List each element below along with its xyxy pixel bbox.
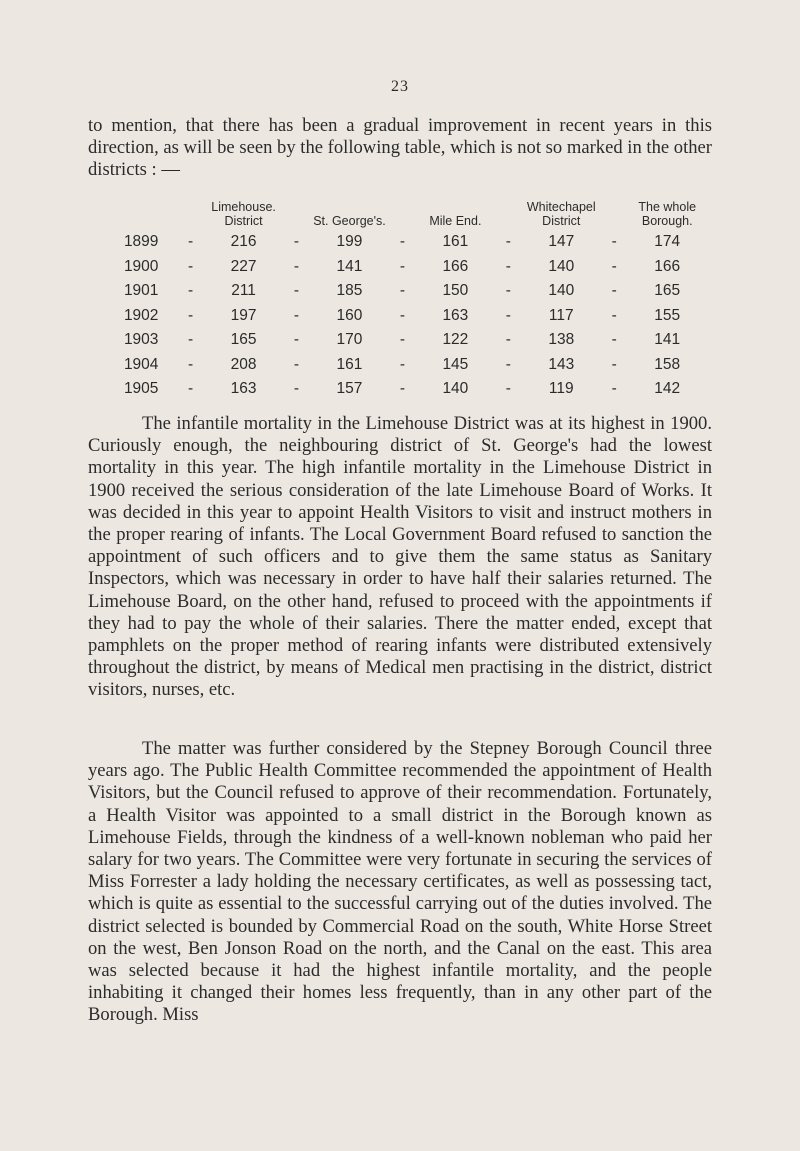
table-body: [100, 230, 712, 402]
separator-dash: -: [505, 282, 511, 300]
year-cell: 1904: [123, 355, 159, 373]
separator-dash: -: [505, 257, 511, 275]
separator-dash: -: [399, 331, 405, 349]
year-cell: 1900: [123, 257, 159, 275]
value-cell-whole: 174: [654, 233, 681, 251]
value-cell-whitechapel: 119: [548, 380, 574, 398]
separator-dash: -: [505, 331, 511, 349]
value-cell-st-georges: 161: [336, 355, 363, 373]
value-cell-whitechapel: 117: [548, 306, 574, 324]
separator-dash: -: [293, 331, 300, 349]
value-cell-whitechapel: 147: [548, 233, 575, 251]
page-number: 23: [391, 78, 409, 95]
separator-dash: -: [399, 257, 405, 275]
separator-dash: -: [505, 233, 511, 251]
value-cell-st-georges: 185: [336, 282, 363, 300]
value-cell-whole: 142: [654, 380, 681, 398]
value-cell-whitechapel: 140: [548, 257, 575, 275]
value-cell-mile-end: 166: [442, 257, 469, 275]
value-cell-mile-end: 150: [442, 282, 469, 300]
separator-dash: -: [399, 380, 405, 398]
separator-dash: -: [505, 380, 511, 398]
table-row: [100, 377, 712, 402]
separator-dash: -: [611, 306, 617, 324]
table-header-row: [100, 200, 712, 230]
value-cell-mile-end: 122: [442, 331, 469, 349]
separator-dash: -: [611, 355, 617, 373]
table-row: [100, 328, 712, 353]
value-cell-whole: 155: [654, 306, 681, 324]
separator-dash: -: [611, 282, 617, 300]
separator-dash: -: [188, 306, 194, 324]
separator-dash: -: [188, 355, 194, 373]
value-cell-whole: 165: [654, 282, 681, 300]
value-cell-whitechapel: 138: [548, 331, 575, 349]
value-cell-limehouse: 165: [230, 331, 257, 349]
separator-dash: -: [611, 233, 617, 251]
value-cell-whole: 158: [654, 355, 681, 373]
value-cell-limehouse: 216: [230, 233, 257, 251]
table-row: [100, 304, 712, 329]
separator-dash: -: [293, 282, 300, 300]
value-cell-whole: 166: [654, 257, 681, 275]
separator-dash: -: [188, 331, 194, 349]
year-cell: 1903: [123, 331, 159, 349]
value-cell-mile-end: 140: [442, 380, 469, 398]
intro-paragraph: to mention, that there has been a gradual improvement in recent years in this direction, as will be seen by the following table, which is not so marked in the other districts : —: [88, 115, 712, 181]
table-row: [100, 353, 712, 378]
separator-dash: -: [293, 233, 300, 251]
table-row: [100, 230, 712, 255]
separator-dash: -: [188, 282, 194, 300]
value-cell-limehouse: 211: [231, 282, 256, 300]
header-mile-end: Mile End.: [429, 214, 482, 228]
header-whitechapel: Whitechapel District: [526, 200, 596, 228]
separator-dash: -: [293, 257, 300, 275]
value-cell-limehouse: 208: [230, 355, 257, 373]
year-cell: 1899: [123, 233, 159, 251]
separator-dash: -: [188, 257, 194, 275]
value-cell-whitechapel: 143: [548, 355, 575, 373]
value-cell-limehouse: 163: [230, 380, 257, 398]
header-year: [100, 200, 182, 230]
separator-dash: -: [293, 355, 300, 373]
separator-dash: -: [399, 355, 405, 373]
value-cell-st-georges: 170: [336, 331, 363, 349]
separator-dash: -: [399, 282, 405, 300]
header-limehouse: Limehouse. District: [211, 200, 276, 228]
separator-dash: -: [188, 233, 194, 251]
separator-dash: -: [293, 380, 300, 398]
header-st-georges: St. George's.: [313, 214, 386, 228]
value-cell-mile-end: 161: [442, 233, 469, 251]
year-cell: 1905: [123, 380, 159, 398]
separator-dash: -: [611, 257, 617, 275]
value-cell-st-georges: 160: [336, 306, 363, 324]
separator-dash: -: [505, 355, 511, 373]
year-cell: 1901: [123, 282, 159, 300]
value-cell-st-georges: 157: [336, 380, 363, 398]
separator-dash: -: [399, 233, 405, 251]
mortality-table: [100, 200, 712, 402]
separator-dash: -: [293, 306, 300, 324]
year-cell: 1902: [123, 306, 159, 324]
value-cell-whitechapel: 140: [548, 282, 575, 300]
table-row: [100, 279, 712, 304]
value-cell-whole: 141: [654, 331, 681, 349]
paragraph-infantile-mortality: The infantile mortality in the Limehouse District was at its highest in 1900. Curiously enough, the neighbouring district of St. George's had the lowest mortality in this year. The high infantile mortality in the Limehouse District in 1900 received the serious consideration of the late Limehouse Board of Works. It was decided in this year to appoint Health Visitors to visit and instruct mothers in the proper rearing of infants. The Local Government Board refused to sanction the appointment of such officers and to give them the same status as Sanitary Inspectors, which was necessary in order to have half their salaries returned. The Limehouse Board, on the other hand, refused to proceed with the appointments if they had to pay the whole of their salaries. There the matter ended, except that pamphlets on the proper method of rearing infants were distributed extensively throughout the district, by means of Medical men practising in the district, district visitors, nurses, etc.: [88, 413, 712, 701]
header-whole-borough: The whole Borough.: [638, 200, 697, 228]
value-cell-mile-end: 145: [442, 355, 469, 373]
table-row: [100, 255, 712, 280]
value-cell-st-georges: 141: [336, 257, 363, 275]
separator-dash: -: [188, 380, 194, 398]
value-cell-mile-end: 163: [442, 306, 469, 324]
separator-dash: -: [399, 306, 405, 324]
separator-dash: -: [611, 331, 617, 349]
paragraph-health-visitor: The matter was further considered by the Stepney Borough Council three years ago. The Public Health Committee recommended the appointment of Health Visitors, but the Council refused to approve of their recommendation. Fortunately, a Health Visitor was appointed to a small district in the Borough known as Limehouse Fields, through the kindness of a well-known nobleman who paid her salary for two years. The Committee were very fortunate in securing the services of Miss Forrester a lady holding the necessary certificates, as well as possessing tact, which is quite as essential to the successful carrying out of the duties involved. The district selected is bounded by Commercial Road on the south, White Horse Street on the west, Ben Jonson Road on the north, and the Canal on the east. This area was selected because it had the highest infantile mortality, and the people inhabiting it changed their homes less frequently, than in any other part of the Borough. Miss: [88, 738, 712, 1026]
value-cell-st-georges: 199: [336, 233, 363, 251]
separator-dash: -: [611, 380, 617, 398]
separator-dash: -: [505, 306, 511, 324]
value-cell-limehouse: 227: [230, 257, 257, 275]
value-cell-limehouse: 197: [230, 306, 257, 324]
